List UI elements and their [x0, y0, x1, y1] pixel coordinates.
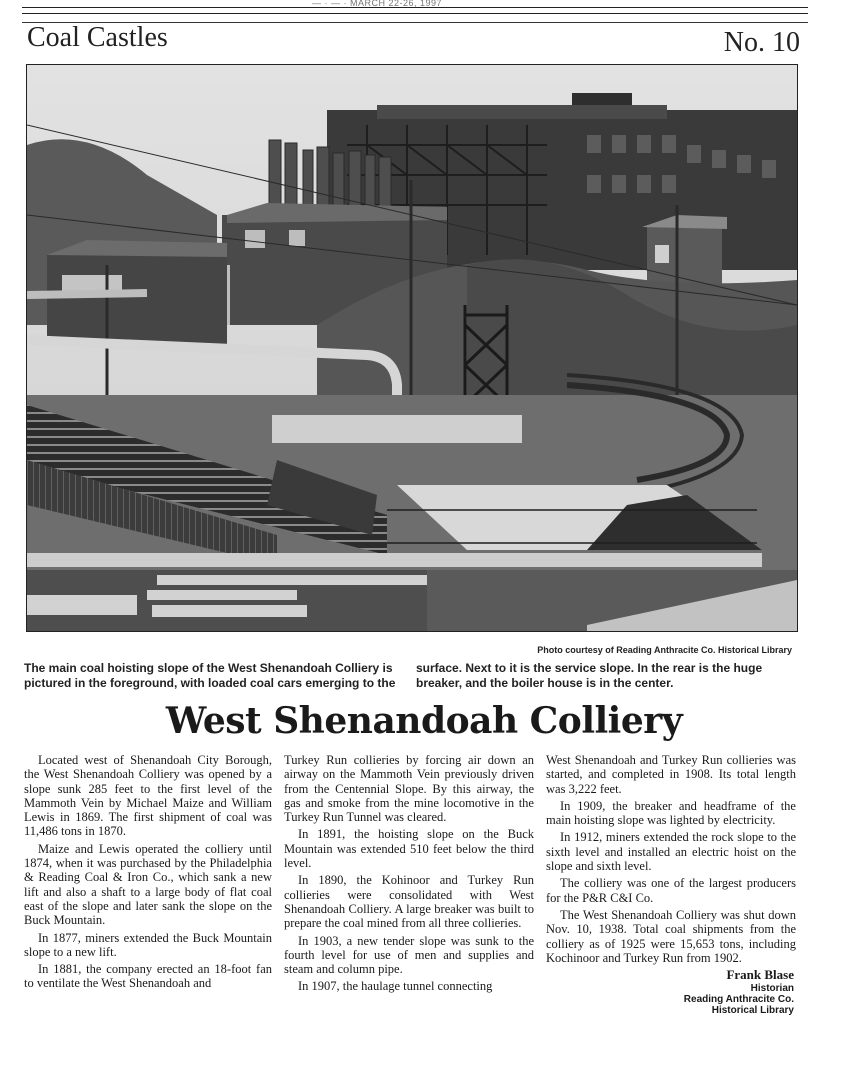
paragraph: In 1903, a new tender slope was sunk to the fourth level for use of men and supplies and steam and column pipe.: [284, 933, 534, 977]
series-title: Coal Castles: [27, 22, 168, 53]
paragraph: The colliery was one of the largest producers for the P&R C&I Co.: [546, 876, 796, 905]
article-column-2: [284, 753, 534, 997]
author-org: Reading Anthracite Co.: [683, 994, 794, 1005]
paragraph: The West Shenandoah Colliery was shut down Nov. 10, 1938. Total coal shipments from the colliery as of 1925 were 15,653 tons, including Kochinoor and Turkey Run from 1902.: [546, 907, 796, 965]
colliery-photo: [26, 64, 798, 632]
paragraph: In 1909, the breaker and headframe of the main hoisting slope was lighted by electricity.: [546, 798, 796, 828]
paragraph: In 1907, the haulage tunnel connecting: [298, 979, 493, 994]
photo-credit: Photo courtesy of Reading Anthracite Co. Historical Library: [537, 645, 792, 655]
photo-caption-left: The main coal hoisting slope of the West Shenandoah Colliery is pictured in the foreground, with loaded coal cars emerging to the: [24, 661, 396, 690]
paragraph: Maize and Lewis operated the colliery until 1874, when it was purchased by the Philadelphia & Reading Coal & Iron Co., which sank a new lift and also a shaft to a large body of flat coal east of the slope and later sank the slope on the Buck Mountain.: [24, 841, 272, 928]
masthead-rule: [22, 0, 808, 18]
paragraph: Located west of Shenandoah City Borough, the West Shenandoah Colliery was opened by a slope sunk 285 feet to the first level of the Mammoth Vein by Michael Maize and William Lewis in 1869. The first shipment of coal was 11,486 tons in 1870.: [24, 753, 272, 839]
article-headline: West Shenandoah Colliery: [165, 700, 683, 742]
paragraph: In 1891, the hoisting slope on the Buck Mountain was extended 510 feet below the third level.: [284, 827, 534, 871]
paragraph: In 1881, the company erected an 18-foot fan to ventilate the West Shenandoah and: [24, 962, 272, 991]
paragraph: In 1912, miners extended the rock slope to the sixth level and installed an electric hoist on the slope and sixth level.: [546, 830, 796, 874]
paragraph: West Shenandoah and Turkey Run collieries was started, and completed in 1908. Its total length was 3,222 feet.: [546, 753, 796, 796]
series-number: No. 10: [723, 27, 800, 58]
colliery-photo-illustration: [27, 65, 797, 631]
masthead-text: — · — · MARCH 22-26, 1997: [312, 0, 443, 8]
paragraph: In 1877, miners extended the Buck Mountain slope to a new lift.: [24, 930, 272, 959]
article-column-1: [24, 753, 272, 994]
author-org-library: Historical Library: [711, 1005, 794, 1016]
author-name: Frank Blase: [726, 967, 794, 982]
paragraph: Turkey Run collieries by forcing air down an airway on the Mammoth Vein previously driven from the Centennial Slope. By this airway, the gas and smoke from the mine locomotive in the Turkey Run Tunnel was cleared.: [284, 753, 534, 825]
photo-caption-right: surface. Next to it is the service slope. In the rear is the huge breaker, and the boiler house is in the center.: [416, 661, 763, 690]
paragraph: In 1890, the Kohinoor and Turkey Run collieries were consolidated with West Shenandoah Colliery. A large breaker was built to prepare the coal mined from all three collieries.: [284, 873, 534, 931]
article-column-3: [546, 753, 796, 968]
author-role: Historian: [750, 983, 794, 994]
author-signature: [684, 967, 794, 1016]
